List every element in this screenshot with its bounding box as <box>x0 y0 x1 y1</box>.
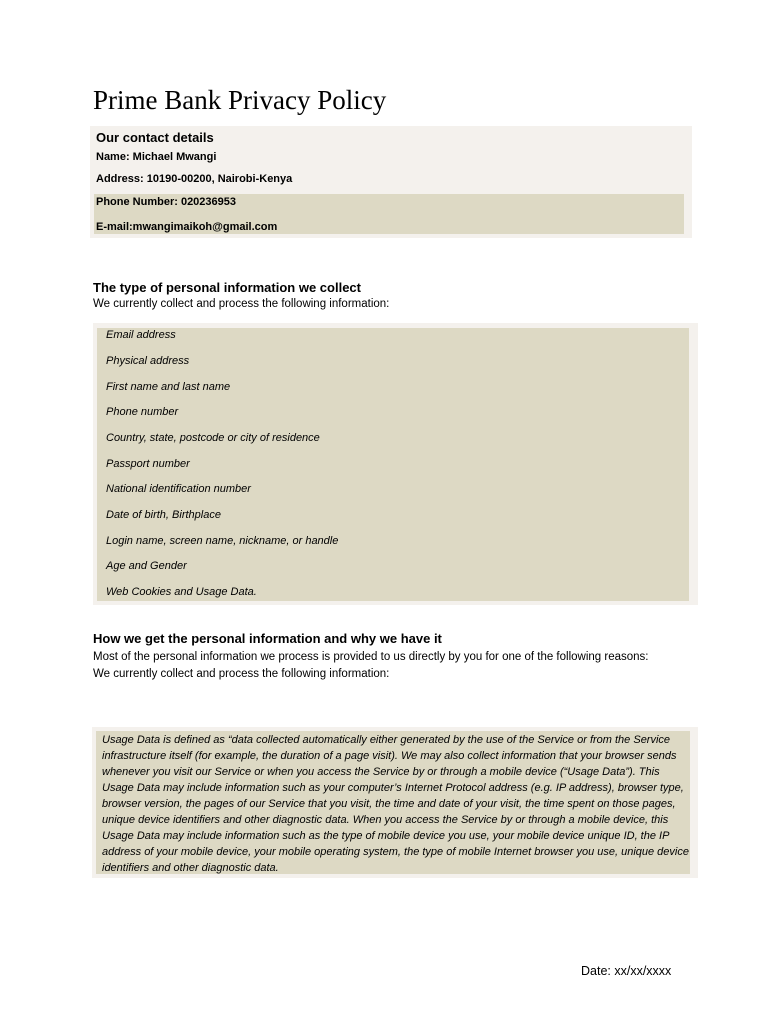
document-title: Prime Bank Privacy Policy <box>93 85 387 115</box>
contact-email: E-mail:mwangimaikoh@gmail.com <box>96 221 278 233</box>
how-collect-text: We currently collect and process the following information: <box>93 668 390 680</box>
how-heading: How we get the personal information and why we have it <box>93 631 442 646</box>
list-item: Physical address <box>106 355 190 367</box>
how-reasons-text: Most of the personal information we process is provided to us directly by you for one of the following reasons: <box>93 651 649 663</box>
document-date: Date: xx/xx/xxxx <box>581 964 672 978</box>
list-item: Login name, screen name, nickname, or handle <box>106 535 339 547</box>
list-item: Country, state, postcode or city of residence <box>106 432 320 444</box>
contact-heading: Our contact details <box>96 130 214 145</box>
usage-data-highlight <box>96 731 690 874</box>
list-item: Web Cookies and Usage Data. <box>106 586 257 598</box>
list-item: Passport number <box>106 458 190 470</box>
collect-intro: We currently collect and process the following information: <box>93 298 390 310</box>
list-item: Phone number <box>106 406 179 418</box>
list-item: Age and Gender <box>106 560 187 572</box>
collect-heading: The type of personal information we collect <box>93 280 361 295</box>
collect-list-box <box>93 323 698 605</box>
contact-phone: Phone Number: 020236953 <box>96 196 237 208</box>
usage-data-text: Usage Data is defined as “data collected automatically either generated by the use of the Service or from the Service infrastructure itself (for example, the duration of a page visit). We may also collect information that your browser sends whenever you visit our Service or when you access the Service by or through a mobile device (“Usage Data”). This Usage Data may include information such as your computer’s Internet Protocol address (e.g. IP address), browser type, browser version, the pages of our Service that you visit, the time and date of your visit, the time spent on those pages, unique device identifiers and other diagnostic data. When you access the Service by or through a mobile device, this Usage Data may include information such as the type of mobile device you use, your mobile device unique ID, the IP address of your mobile device, your mobile operating system, the type of mobile Internet browser you use, unique device identifiers and other diagnostic data. <box>102 734 689 874</box>
usage-data-box <box>92 727 698 878</box>
contact-details-box <box>90 126 692 238</box>
contact-address: Address: 10190-00200, Nairobi-Kenya <box>96 173 293 185</box>
list-item: First name and last name <box>106 381 231 393</box>
list-item: Date of birth, Birthplace <box>106 509 221 521</box>
list-item: Email address <box>106 329 176 341</box>
list-item: National identification number <box>106 483 251 495</box>
contact-name: Name: Michael Mwangi <box>96 151 217 163</box>
collect-list <box>97 328 689 601</box>
